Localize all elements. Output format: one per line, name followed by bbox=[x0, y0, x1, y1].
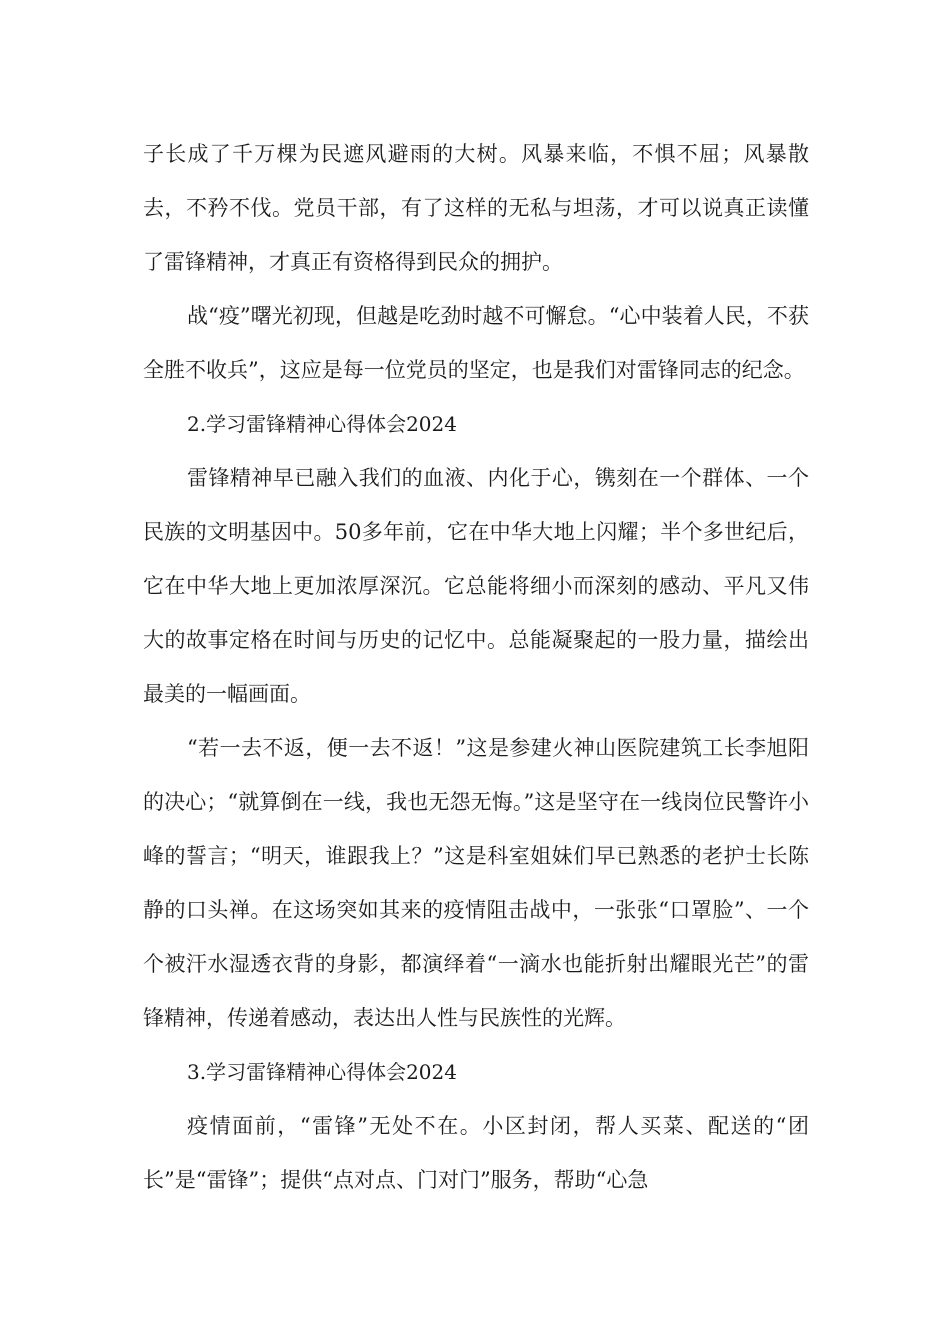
document-body bbox=[143, 127, 809, 1207]
paragraph-1: 子长成了千万棵为民遮风避雨的大树。风暴来临，不惧不屈；风暴散去，不矜不伐。党员干部，有了这样的无私与坦荡，才可以说真正读懂了雷锋精神，才真正有资格得到民众的拥护。 bbox=[143, 142, 809, 274]
paragraph-5: 疫情面前，“雷锋”无处不在。小区封闭，帮人买菜、配送的“团长”是“雷锋”；提供“点对点、门对门”服务，帮助“心急 bbox=[143, 1114, 809, 1192]
paragraph-3: 雷锋精神早已融入我们的血液、内化于心，镌刻在一个群体、一个民族的文明基因中。50多年前，它在中华大地上闪耀；半个多世纪后，它在中华大地上更加浓厚深沉。它总能将细小而深刻的感动、平凡又伟大的故事定格在时间与历史的记忆中。总能凝聚起的一股力量，描绘出最美的一幅画面。 bbox=[143, 466, 809, 706]
section-heading-2: 2.学习雷锋精神心得体会2024 bbox=[187, 412, 457, 436]
paragraph-2: 战“疫”曙光初现，但越是吃劲时越不可懈怠。“心中装着人民，不获全胜不收兵”，这应是每一位党员的坚定，也是我们对雷锋同志的纪念。 bbox=[143, 304, 809, 382]
section-heading-3: 3.学习雷锋精神心得体会2024 bbox=[187, 1060, 457, 1084]
paragraph-4: “若一去不返，便一去不返！”这是参建火神山医院建筑工长李旭阳的决心；“就算倒在一线，我也无怨无悔。”这是坚守在一线岗位民警许小峰的誓言；“明天，谁跟我上？”这是科室姐妹们早已熟悉的老护士长陈静的口头禅。在这场突如其来的疫情阻击战中，一张张“口罩脸”、一个个被汗水湿透衣背的身影，都演绎着“一滴水也能折射出耀眼光芒”的雷锋精神，传递着感动，表达出人性与民族性的光辉。 bbox=[143, 736, 809, 1030]
